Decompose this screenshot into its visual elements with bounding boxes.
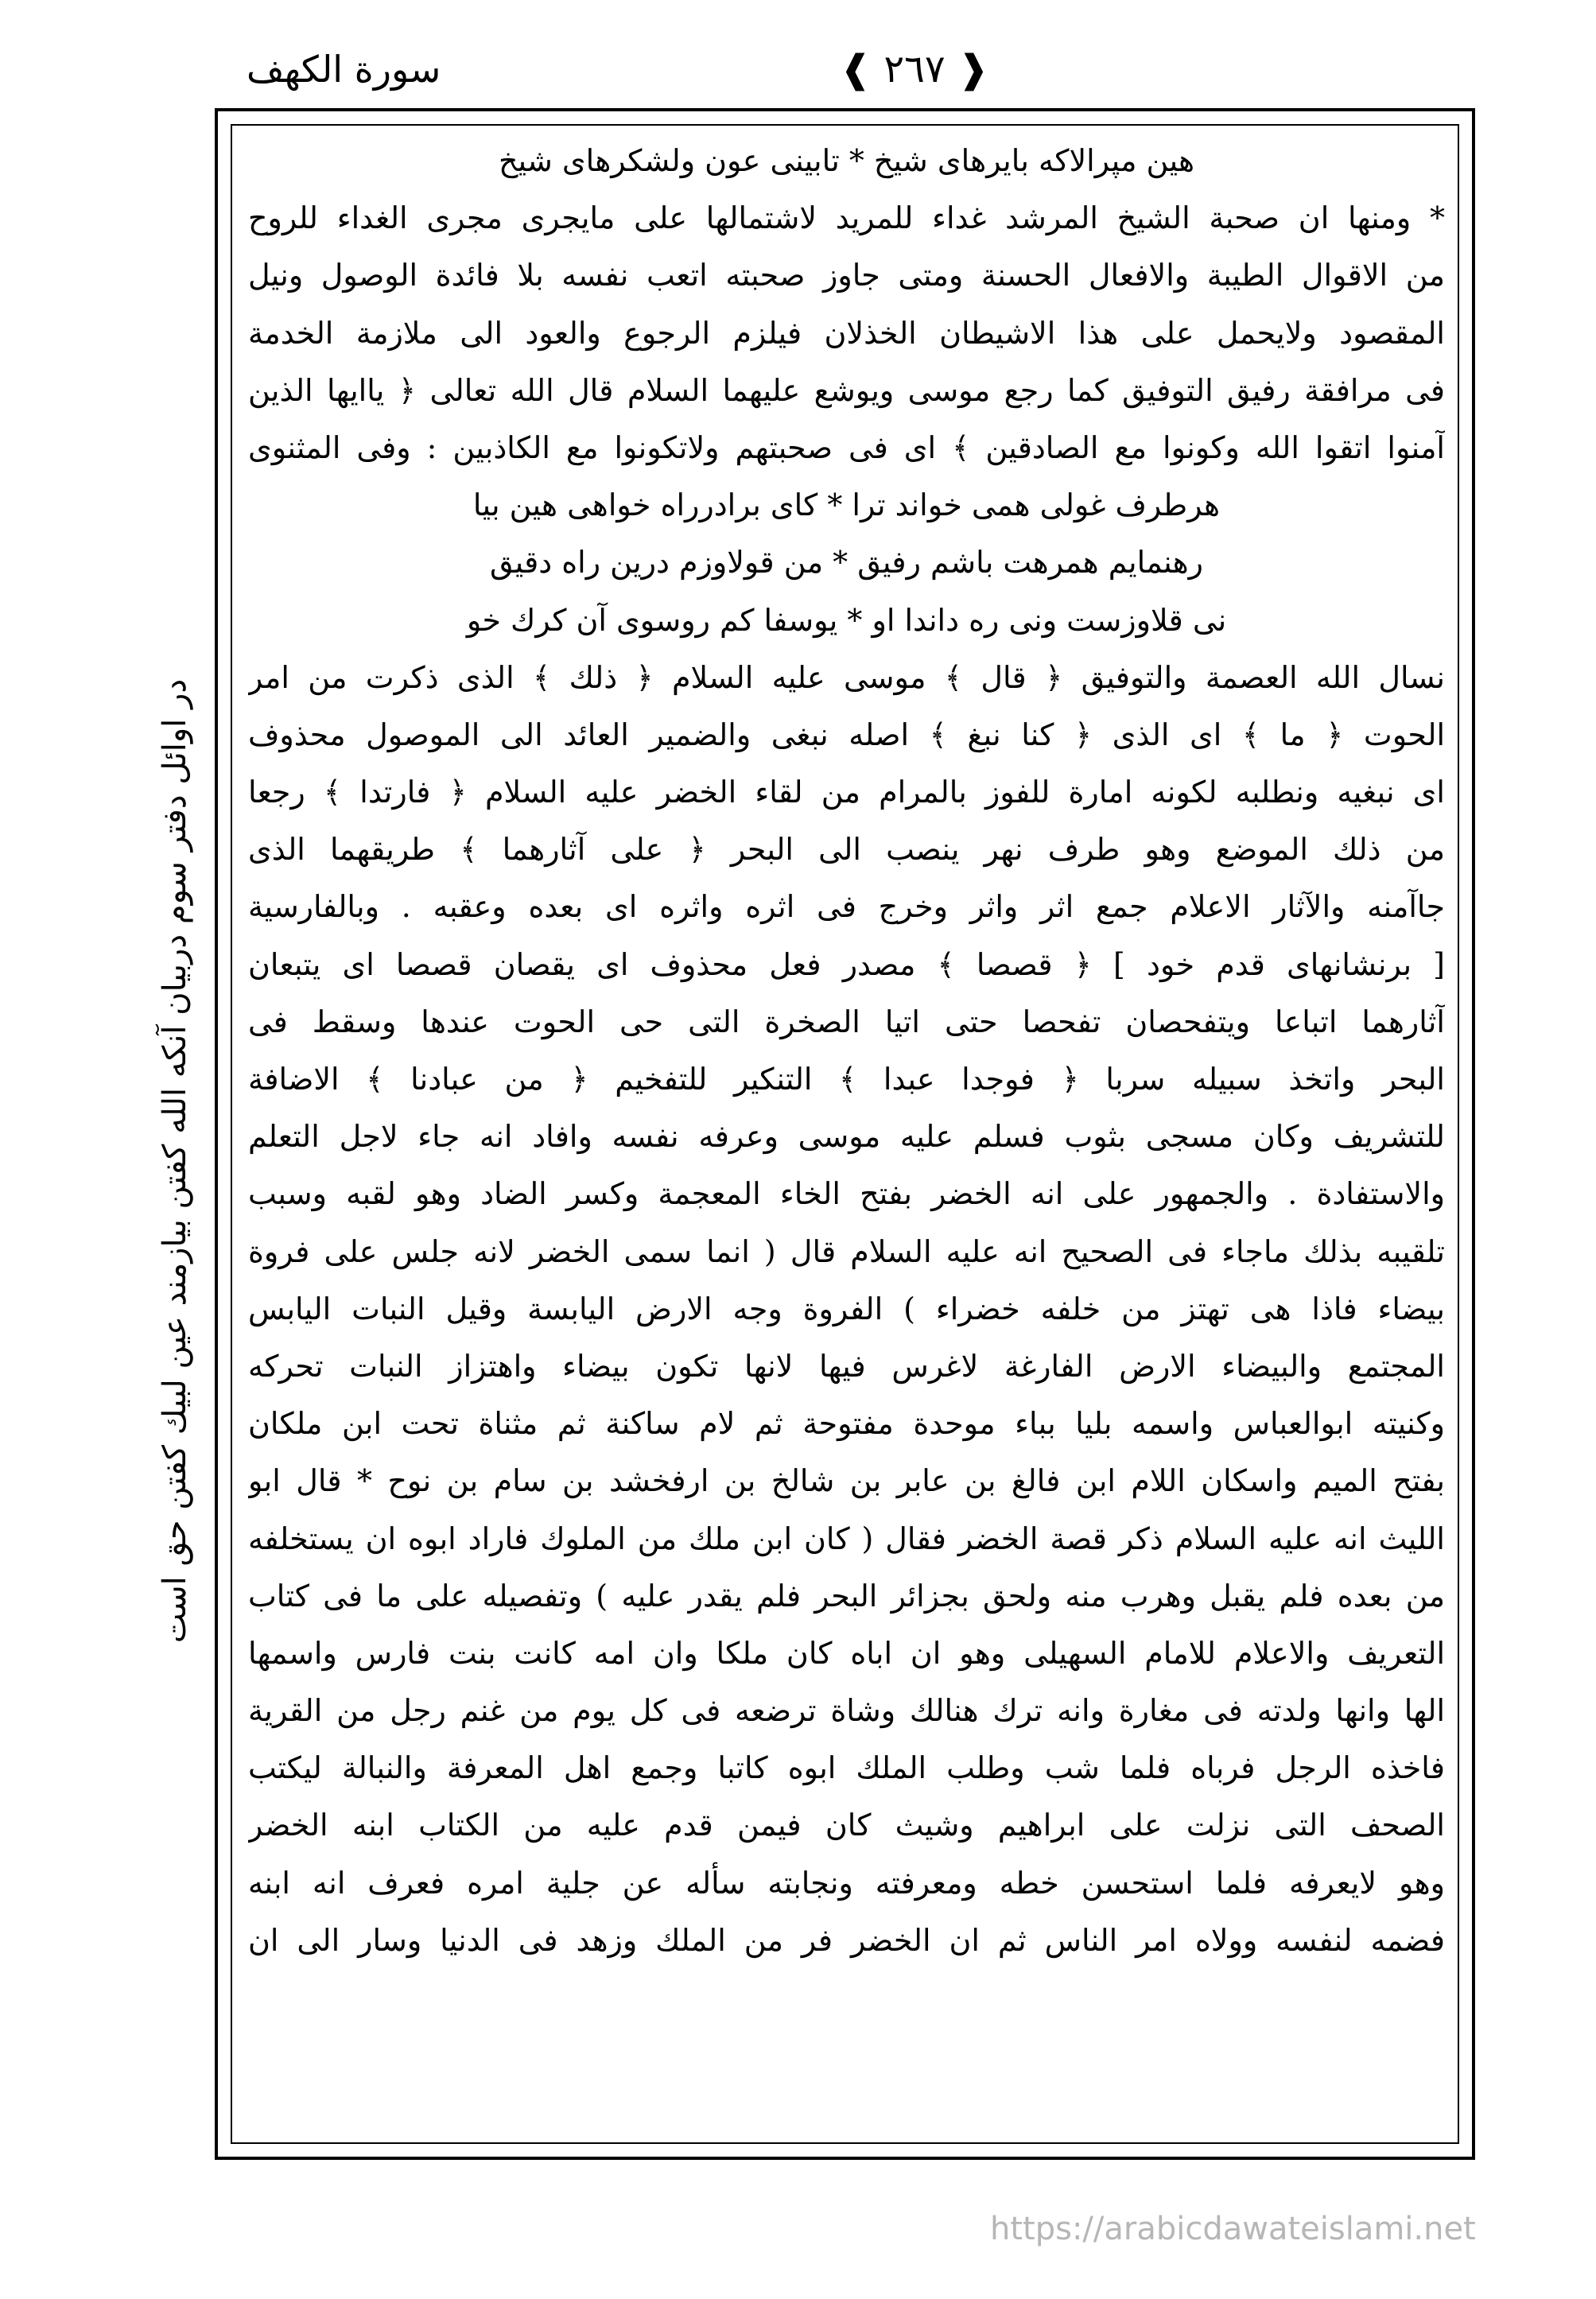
text-line: فى مرافقة رفيق التوفيق كما رجع موسى ويوشع عليهما السلام قال الله تعالى ﴿ ياايها الذين [248,372,1445,408]
text-line: بفتح الميم واسكان اللام ابن فالغ بن عابر بن شالخ بن ارفخشد بن سام بن نوح * قال ابو [248,1463,1445,1499]
text-line: نسال الله العصمة والتوفيق ﴿ قال ﴾ موسى عليه السلام ﴿ ذلك ﴾ الذى ذكرت من امر [248,659,1445,695]
text-line: البحر واتخذ سبيله سربا ﴿ فوجدا عبدا ﴾ التنكير للتفخيم ﴿ من عبادنا ﴾ الاضافة [248,1062,1445,1097]
text-line: جاآمنه والآثار الاعلام جمع اثر واثر وخرج فى اثره واثره اى بعده وعقبه . وبالفارسية [248,889,1445,925]
text-line: اى نبغيه ونطلبه لكونه امارة للفوز بالمرام من لقاء الخضر عليه السلام ﴿ فارتدا ﴾ رجعا [248,775,1445,810]
verse-line: رهنمايم همرهت باشم رفيق * من قولاوزم درين راه دقيق [489,545,1204,581]
text-line: من ذلك الموضع وهو طرف نهر ينصب الى البحر ﴿ على آثارهما ﴾ طريقهما الذى [248,832,1445,868]
text-line: وهو لايعرفه فلما استحسن خطه ومعرفته ونجابته سأله عن جلية امره فعرف انه ابنه [248,1865,1445,1901]
text-line: آمنوا اتقوا الله وكونوا مع الصادقين ﴾ اى فى صحبتهم ولاتكونوا مع الكاذبين : وفى المثنوى [248,429,1445,465]
text-line: فضمه لنفسه وولاه امر الناس ثم ان الخضر فر من الملك وزهد فى الدنيا وسار الى ان [248,1922,1445,1958]
text-line: الصحف التى نزلت على ابراهيم وشيث كان فيمن قدم عليه من الكتاب ابنه الخضر [248,1808,1445,1843]
text-line: تلقيبه بذلك ماجاء فى الصحيح انه عليه السلام قال ( انما سمى الخضر لانه جلس على فروة [248,1233,1445,1269]
text-line: الها وانها ولدته فى مغارة وانه ترك هنالك وشاة ترضعه فى كل يوم من غنم رجل من القرية [248,1693,1445,1729]
text-line: من بعده فلم يقبل وهرب منه ولحق بجزائر البحر فلم يقدر عليه ) وتفصيله على ما فى كتاب [248,1578,1445,1614]
text-line: المقصود ولايحمل على هذا الاشيطان الخذلان فيلزم الرجوع والعود الى ملازمة الخدمة [248,315,1445,351]
commentary-text [248,132,1445,1969]
text-line: الليث انه عليه السلام ذكر قصة الخضر فقال ( كان ابن ملك من الملوك فاراد ابوه ان يستخلفه [248,1520,1445,1556]
text-line: المجتمع والبيضاء الارض الفارغة لاغرس فيها لانها تكون بيضاء واهتزاز النبات تحركه [248,1348,1445,1384]
text-line: للتشريف وكان مسجى بثوب فسلم عليه موسى وعرفه نفسه وافاد انه جاء لاجل التعلم [248,1119,1445,1155]
page-number: ❰ ٢٦٧ ❱ [839,47,990,91]
text-line: من الاقوال الطيبة والافعال الحسنة ومتى جاوز صحبته اتعب نفسه بلا فائدة الوصول ونيل [248,258,1445,293]
text-line: الحوت ﴿ ما ﴾ اى الذى ﴿ كنا نبغ ﴾ اصله نبغى والضمير العائد الى الموصول محذوف [248,716,1445,752]
text-line: والاستفادة . والجمهور على انه الخضر بفتح الخاء المعجمة وكسر الضاد وهو لقبه وسبب [248,1176,1445,1212]
page-header [215,41,1479,97]
margin-note [143,398,207,1924]
verse-line: هين مپرالاكه بايرهاى شيخ * تابينى عون ولشكرهاى شيخ [499,143,1194,178]
website-watermark: https://arabicdawateislami.net [990,2211,1476,2247]
surah-title: سورة الكهف [247,48,441,91]
text-line: بيضاء فاذا هى تهتز من خلفه خضراء ) الفروة وجه الارض اليابسة وقيل النبات اليابس [248,1291,1445,1326]
text-line: وكنيته ابوالعباس واسمه بليا بباء موحدة مفتوحة ثم لام ساكنة ثم مثناة تحت ابن ملكان [248,1406,1445,1442]
verse-line: نى قلاوزست ونى ره داندا او * يوسفا كم روسوى آن كرك خو [466,602,1227,638]
text-line: [ برنشانهاى قدم خود ] ﴿ قصصا ﴾ مصدر فعل محذوف اى يقصان قصصا اى يتبعان [248,946,1445,982]
text-line: التعريف والاعلام للامام السهيلى وهو ان اباه كان ملكا وان امه كانت بنت فارس واسمها [248,1635,1445,1671]
margin-note-text: در اوائل دفتر سوم دربيان آنكه الله كفتن بيازمند عين لبيك كفتن حق است [157,678,193,1644]
text-line: * ومنها ان صحبة الشيخ المرشد غداء للمريد لاشتمالها على مايجرى مجرى الغداء للروح [248,200,1445,236]
verse-line: هرطرف غولى همى خواند ترا * كاى برادرراه خواهى هين بيا [472,487,1221,523]
text-line: آثارهما اتباعا ويتفحصان تفحصا حتى اتيا الصخرة التى حى الحوت عندها وسقط فى [248,1004,1445,1039]
text-line: فاخذه الرجل فرباه فلما شب وطلب الملك ابوه كاتبا وجمع اهل المعرفة والنبالة ليكتب [248,1750,1445,1786]
